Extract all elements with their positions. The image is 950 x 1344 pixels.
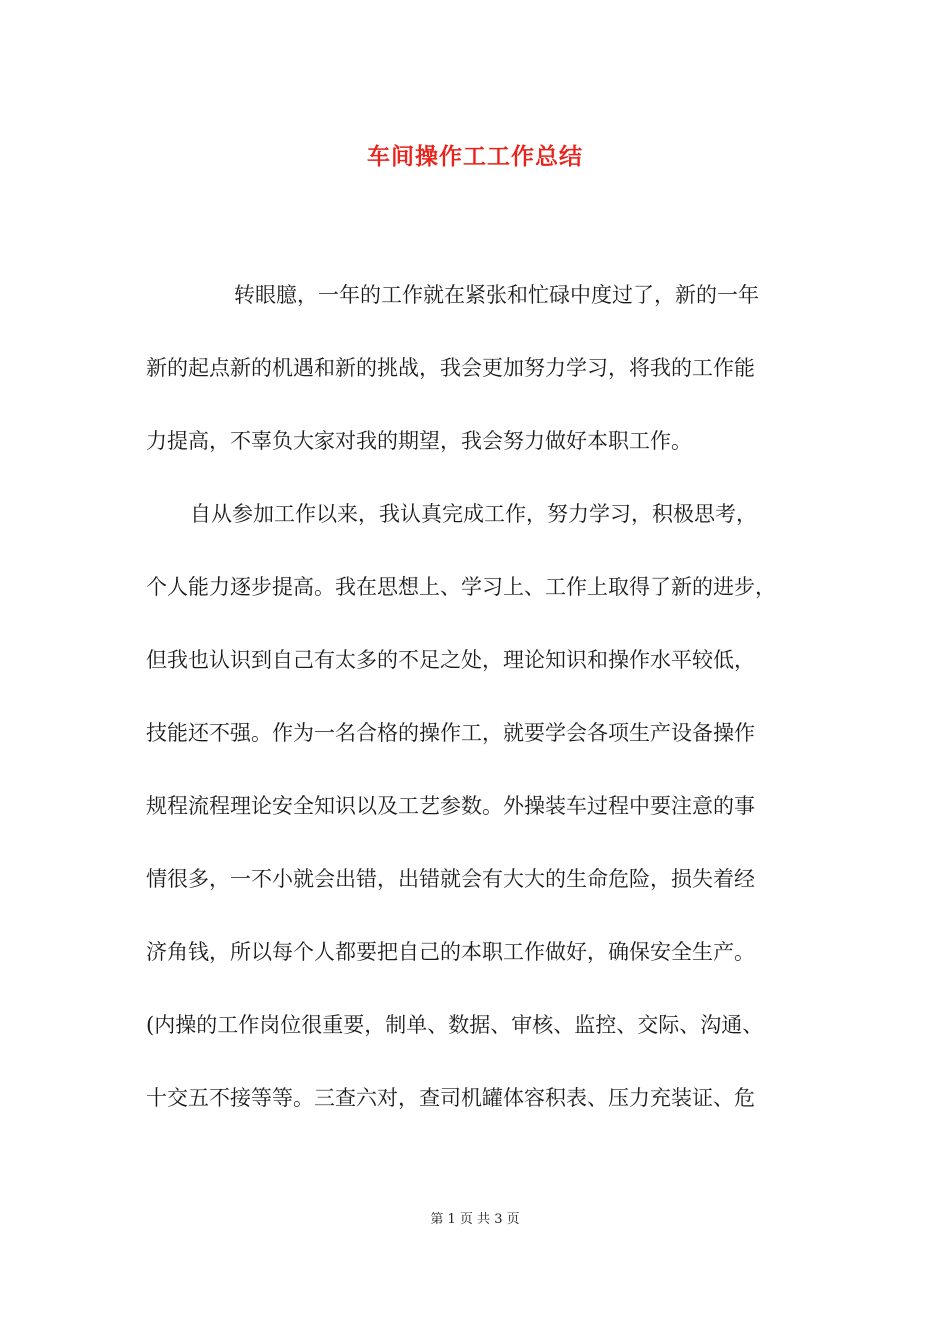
page-number-footer: 第 1 页 共 3 页 [430, 1212, 520, 1227]
paragraph-line: 济角钱，所以每个人都要把自己的本职工作做好，确保安全生产。 [146, 940, 755, 964]
paragraph-line: 个人能力逐步提高。我在思想上、学习上、工作上取得了新的进步， [146, 575, 776, 599]
paragraph-line: 转眼臆，一年的工作就在紧张和忙碌中度过了，新的一年 [234, 283, 759, 307]
paragraph-line: 力提高，不辜负大家对我的期望，我会努力做好本职工作。 [146, 429, 692, 453]
paragraph-line: 规程流程理论安全知识以及工艺参数。外操装车过程中要注意的事 [146, 794, 755, 818]
paragraph-line: (内操的工作岗位很重要，制单、数据、审核、监控、交际、沟通、 [146, 1013, 764, 1037]
paragraph-line: 新的起点新的机遇和新的挑战，我会更加努力学习，将我的工作能 [146, 356, 755, 380]
paragraph-line: 情很多，一不小就会出错，出错就会有大大的生命危险，损失着经 [146, 867, 755, 891]
paragraph-line: 十交五不接等等。三查六对，查司机罐体容积表、压力充装证、危 [146, 1086, 755, 1110]
paragraph-line: 自从参加工作以来，我认真完成工作，努力学习，积极思考， [190, 502, 757, 526]
paragraph-line: 但我也认识到自己有太多的不足之处，理论知识和操作水平较低， [146, 648, 755, 672]
document-title: 车间操作工工作总结 [367, 143, 583, 170]
paragraph-line: 技能还不强。作为一名合格的操作工，就要学会各项生产设备操作 [146, 721, 755, 745]
